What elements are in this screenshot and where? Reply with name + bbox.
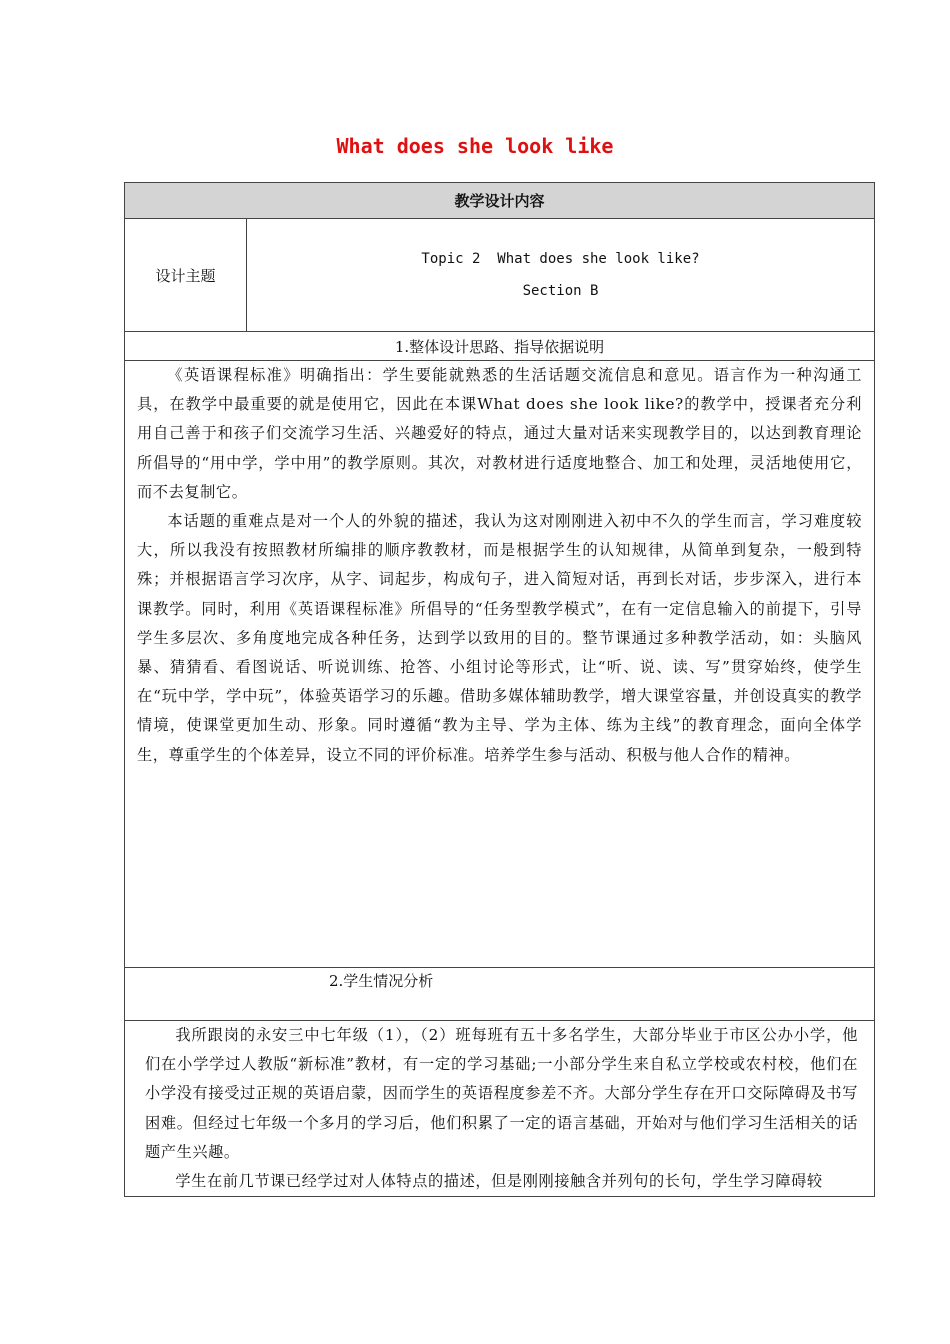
- theme-label: 设计主题: [125, 219, 247, 332]
- section2-heading-cell: [125, 968, 875, 1021]
- section2-body: [125, 1021, 875, 1197]
- page-title: What does she look like: [336, 134, 614, 158]
- theme-section: Section B: [522, 283, 599, 299]
- section2-paragraph: 学生在前几节课已经学过对人体特点的描述，但是刚刚接触含并列句的长句，学生学习障碍较: [175, 1172, 823, 1191]
- section1-paragraph: 本话题的重难点是对一个人的外貌的描述，我认为这对刚刚进入初中不久的学生而言，学习难度较大，所以我没有按照教材所编排的顺序教教材，而是根据学生的认知规律，从简单到复杂，一般到特殊；并根据语言学习次序，从字、词起步，构成句子，进入简短对话，再到长对话，步步深入，进行本课教学。同时，利用《英语课程标准》所倡导的“任务型教学模式”，在有一定信息输入的前提下，引导学生多层次、多角度地完成各种任务，达到学以致用的目的。整节课通过多种教学活动，如：头脑风暴、猜猜看、看图说话、听说训练、抢答、小组讨论等形式，让“听、说、读、写”贯穿始终，使学生在“玩中学，学中玩”，体验英语学习的乐趣。借助多媒体辅助教学，增大课堂容量，并创设真实的教学情境，使课堂更加生动、形象。同时遵循“教为主导、学为主体、练为主线”的教育理念，面向全体学生，尊重学生的个体差异，设立不同的评价标准。培养学生参与活动、积极与他人合作的精神。: [137, 512, 863, 764]
- theme-topic: Topic 2 What does she look like?: [421, 251, 700, 267]
- section1-body: [125, 361, 875, 968]
- section1-paragraph: 《英语课程标准》明确指出：学生要能就熟悉的生活话题交流信息和意见。语言作为一种沟通工具，在教学中最重要的就是使用它，因此在本课What does she look like?的教学中，授课者充分利用自己善于和孩子们交流学习生活、兴趣爱好的特点，通过大量对话来实现教学目的，以达到教育理论所倡导的“用中学，学中用”的教学原则。其次，对教材进行适度地整合、加工和处理，灵活地使用它，而不去复制它。: [137, 366, 863, 501]
- section2-paragraph: 我所跟岗的永安三中七年级（1），（2）班每班有五十多名学生，大部分毕业于市区公办小学，他们在小学学过人教版“新标准”教材，有一定的学习基础;一小部分学生来自私立学校或农村校，他们在小学没有接受过正规的英语启蒙，因而学生的英语程度参差不齐。大部分学生存在开口交际障碍及书写困难。但经过七年级一个多月的学习后，他们积累了一定的语言基础，开始对与他们学习生活相关的话题产生兴趣。: [145, 1026, 859, 1161]
- theme-value: [247, 219, 875, 332]
- table-header: 教学设计内容: [125, 183, 875, 219]
- section1-heading: 1.整体设计思路、指导依据说明: [125, 332, 875, 361]
- section2-heading: 2.学生情况分析: [329, 972, 434, 990]
- lesson-design-table: [124, 182, 875, 1197]
